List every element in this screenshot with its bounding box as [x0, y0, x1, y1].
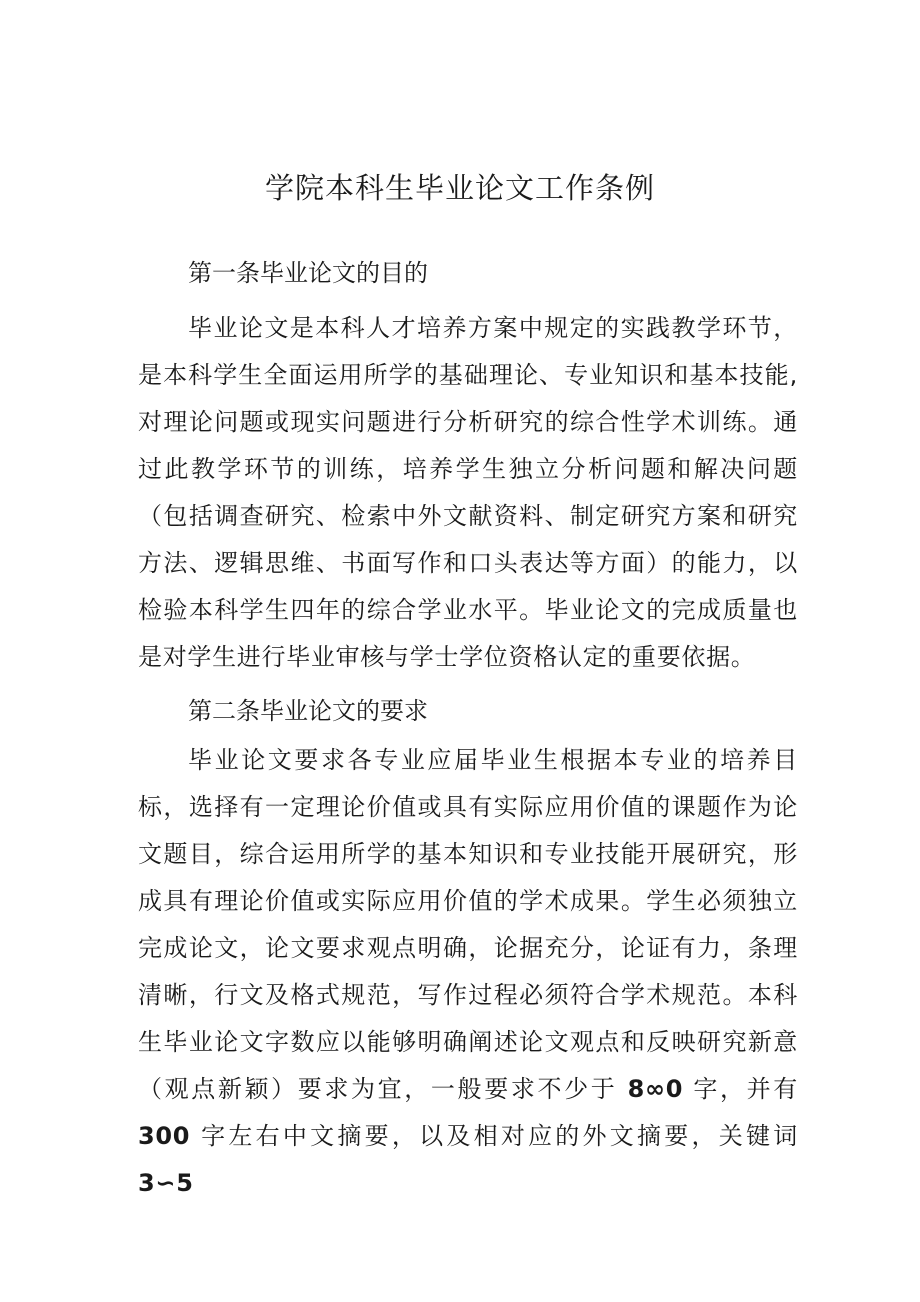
section-1-body: 毕业论文是本科人才培养方案中规定的实践教学环节，是本科学生全面运用所学的基础理论、专业知识和基本技能,对理论问题或现实问题进行分析研究的综合性学术训练。通过此教学环节的训练，培养学生独立分析问题和解决问题（包括调查研究、检索中外文献资料、制定研究方案和研究方法、逻辑思维、书面写作和口头表达等方面）的能力，以检验本科学生四年的综合学业水平。毕业论文的完成质量也是对学生进行毕业审核与学士学位资格认定的重要依据。: [138, 314, 798, 671]
document-title: 学院本科生毕业论文工作条例: [264, 171, 655, 205]
section-2-text-3: 字左右中文摘要，以及相对应的外文摘要，关键词: [201, 1122, 798, 1150]
section-1-heading: 第一条毕业论文的目的: [188, 259, 428, 287]
word-count: 8∞0: [627, 1075, 684, 1103]
section-2-heading: 第二条毕业论文的要求: [188, 697, 428, 725]
abstract-count: 300: [138, 1122, 191, 1150]
section-2-body: [138, 737, 798, 1207]
section-2-text-2: 字，并有: [693, 1075, 798, 1103]
keyword-range: 3∽5: [138, 1169, 194, 1197]
section-2-text-1: 毕业论文要求各专业应届毕业生根据本专业的培养目标，选择有一定理论价值或具有实际应用价值的课题作为论文题目，综合运用所学的基本知识和专业技能开展研究，形成具有理论价值或实际应用价值的学术成果。学生必须独立完成论文，论文要求观点明确，论据充分，论证有力，条理清晰，行文及格式规范，写作过程必须符合学术规范。本科生毕业论文字数应以能够明确阐述论文观点和反映研究新意（观点新颖）要求为宜，一般要求不少于: [138, 746, 798, 1103]
